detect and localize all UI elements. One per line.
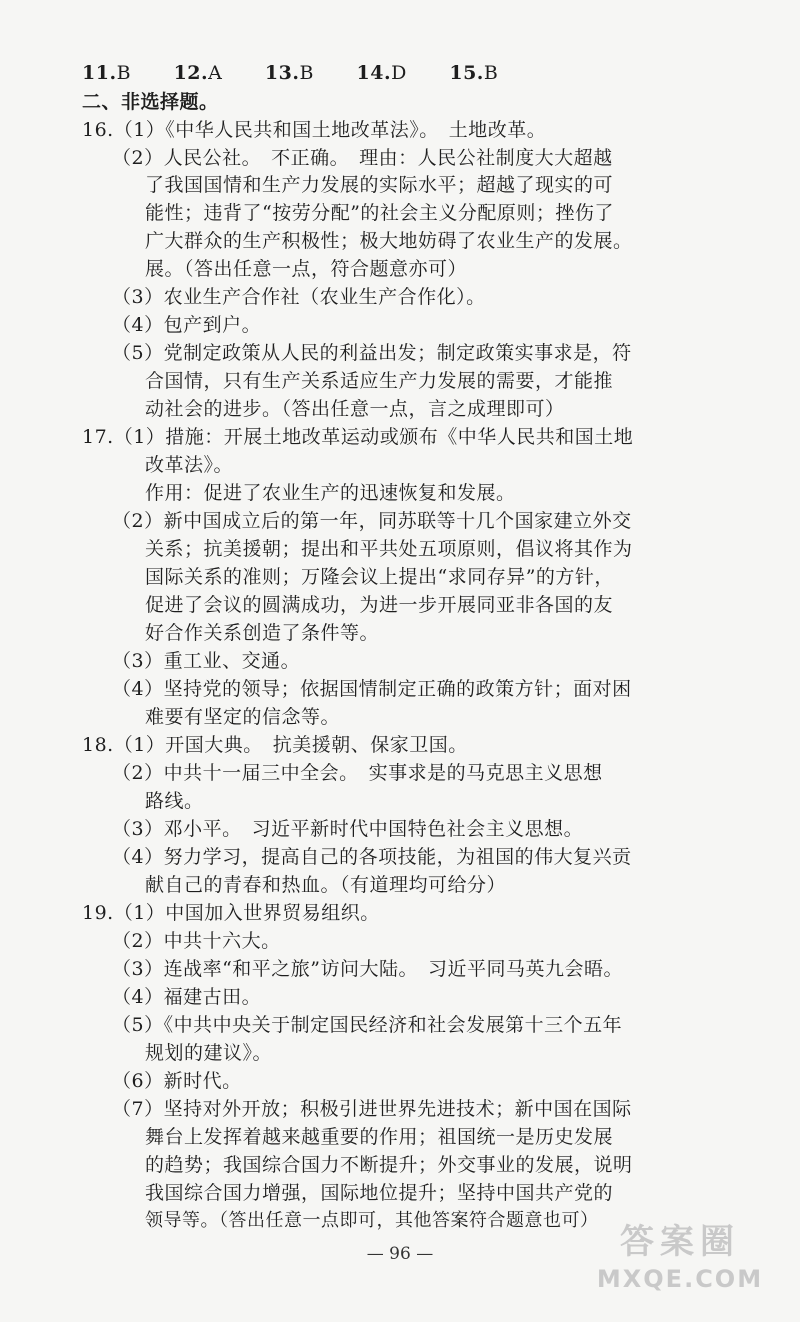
mc-answer-15: 15.B bbox=[449, 62, 499, 84]
q16-part5-cont: 合国情，只有生产关系适应生产力发展的需要，才能推 bbox=[145, 370, 614, 392]
q18-part1: 18.（1）开国大典。 抗美援朝、保家卫国。 bbox=[82, 734, 468, 756]
q17-part1-effect: 作用：促进了农业生产的迅速恢复和发展。 bbox=[145, 482, 516, 504]
q16-part5-cont: 动社会的进步。（答出任意一点，言之成理即可） bbox=[145, 398, 565, 420]
multiple-choice-answers bbox=[82, 60, 534, 86]
q18-part4: （4）努力学习，提高自己的各项技能，为祖国的伟大复兴贡 bbox=[112, 846, 632, 868]
q19-part7-cont: 舞台上发挥着越来越重要的作用；祖国统一是历史发展 bbox=[145, 1126, 614, 1148]
page-number: — 96 — bbox=[366, 1244, 434, 1264]
q17-part2-cont: 好合作关系创造了条件等。 bbox=[145, 622, 380, 644]
q19-part6: （6）新时代。 bbox=[112, 1070, 242, 1092]
q16-part1: 16.（1）《中华人民共和国土地改革法》。 土地改革。 bbox=[82, 119, 547, 141]
q16-part2-cont: 能性；违背了“按劳分配”的社会主义分配原则；挫伤了 bbox=[145, 202, 614, 224]
q17-part2-cont: 关系；抗美援朝；提出和平共处五项原则，倡议将其作为 bbox=[145, 538, 633, 560]
q18-part2-cont: 路线。 bbox=[145, 790, 204, 812]
q18-part2: （2）中共十一届三中全会。 实事求是的马克思主义思想 bbox=[112, 762, 603, 784]
q17-part4-cont: 难要有坚定的信念等。 bbox=[145, 706, 341, 728]
mc-answer-12: 12.A bbox=[173, 62, 223, 84]
q19-part7-cont: 的趋势；我国综合国力不断提升；外交事业的发展，说明 bbox=[145, 1154, 633, 1176]
q16-part2-cont: 了我国国情和生产力发展的实际水平；超越了现实的可 bbox=[145, 174, 614, 196]
q17-part3: （3）重工业、交通。 bbox=[112, 650, 301, 672]
q19-part4: （4）福建古田。 bbox=[112, 986, 262, 1008]
mc-answer-11: 11.B bbox=[82, 62, 132, 84]
q17-part1: 17.（1）措施：开展土地改革运动或颁布《中华人民共和国土地 bbox=[82, 426, 634, 448]
q17-part2: （2）新中国成立后的第一年，同苏联等十几个国家建立外交 bbox=[112, 510, 632, 532]
q19-part1: 19.（1）中国加入世界贸易组织。 bbox=[82, 902, 380, 924]
q19-part5-cont: 规划的建议》。 bbox=[145, 1042, 273, 1064]
q17-part4: （4）坚持党的领导；依据国情制定正确的政策方针；面对困 bbox=[112, 678, 632, 700]
q16-part3: （3）农业生产合作社（农业生产合作化）。 bbox=[112, 286, 486, 308]
q16-part2-cont: 广大群众的生产积极性；极大地妨碍了农业生产的发展。 bbox=[145, 230, 633, 252]
q16-part4: （4）包产到户。 bbox=[112, 314, 262, 336]
watermark-url: MXQE.COM bbox=[596, 1265, 764, 1293]
q19-part7-cont: 领导等。（答出任意一点即可，其他答案符合题意也可） bbox=[145, 1210, 599, 1231]
mc-answer-13: 13.B bbox=[264, 62, 314, 84]
q16-part2: （2）人民公社。 不正确。 理由：人民公社制度大大超越 bbox=[112, 147, 613, 169]
section-title: 二、非选择题。 bbox=[82, 91, 219, 113]
q18-part4-cont: 献自己的青春和热血。（有道理均可给分） bbox=[145, 874, 507, 896]
q17-part1-cont: 改革法》。 bbox=[145, 454, 234, 476]
q19-part7: （7）坚持对外开放；积极引进世界先进技术；新中国在国际 bbox=[112, 1098, 632, 1120]
q17-part2-cont: 国际关系的准则；万隆会议上提出“求同存异”的方针， bbox=[145, 566, 614, 588]
watermark-logo bbox=[580, 1220, 780, 1300]
q16-part2-cont: 展。（答出任意一点，符合题意亦可） bbox=[145, 258, 468, 280]
q17-part2-cont: 促进了会议的圆满成功，为进一步开展同亚非各国的友 bbox=[145, 594, 614, 616]
mc-answer-14: 14.D bbox=[356, 62, 407, 84]
q19-part3: （3）连战率“和平之旅”访问大陆。 习近平同马英九会晤。 bbox=[112, 958, 624, 980]
q18-part3: （3）邓小平。 习近平新时代中国特色社会主义思想。 bbox=[112, 818, 584, 840]
q16-part5: （5）党制定政策从人民的利益出发；制定政策实事求是，符 bbox=[112, 342, 632, 364]
q19-part2: （2）中共十六大。 bbox=[112, 930, 281, 952]
q19-part7-cont: 我国综合国力增强，国际地位提升；坚持中国共产党的 bbox=[145, 1182, 614, 1204]
watermark-text: 答案圈 bbox=[620, 1222, 740, 1262]
q19-part5: （5）《中共中央关于制定国民经济和社会发展第十三个五年 bbox=[112, 1014, 623, 1036]
